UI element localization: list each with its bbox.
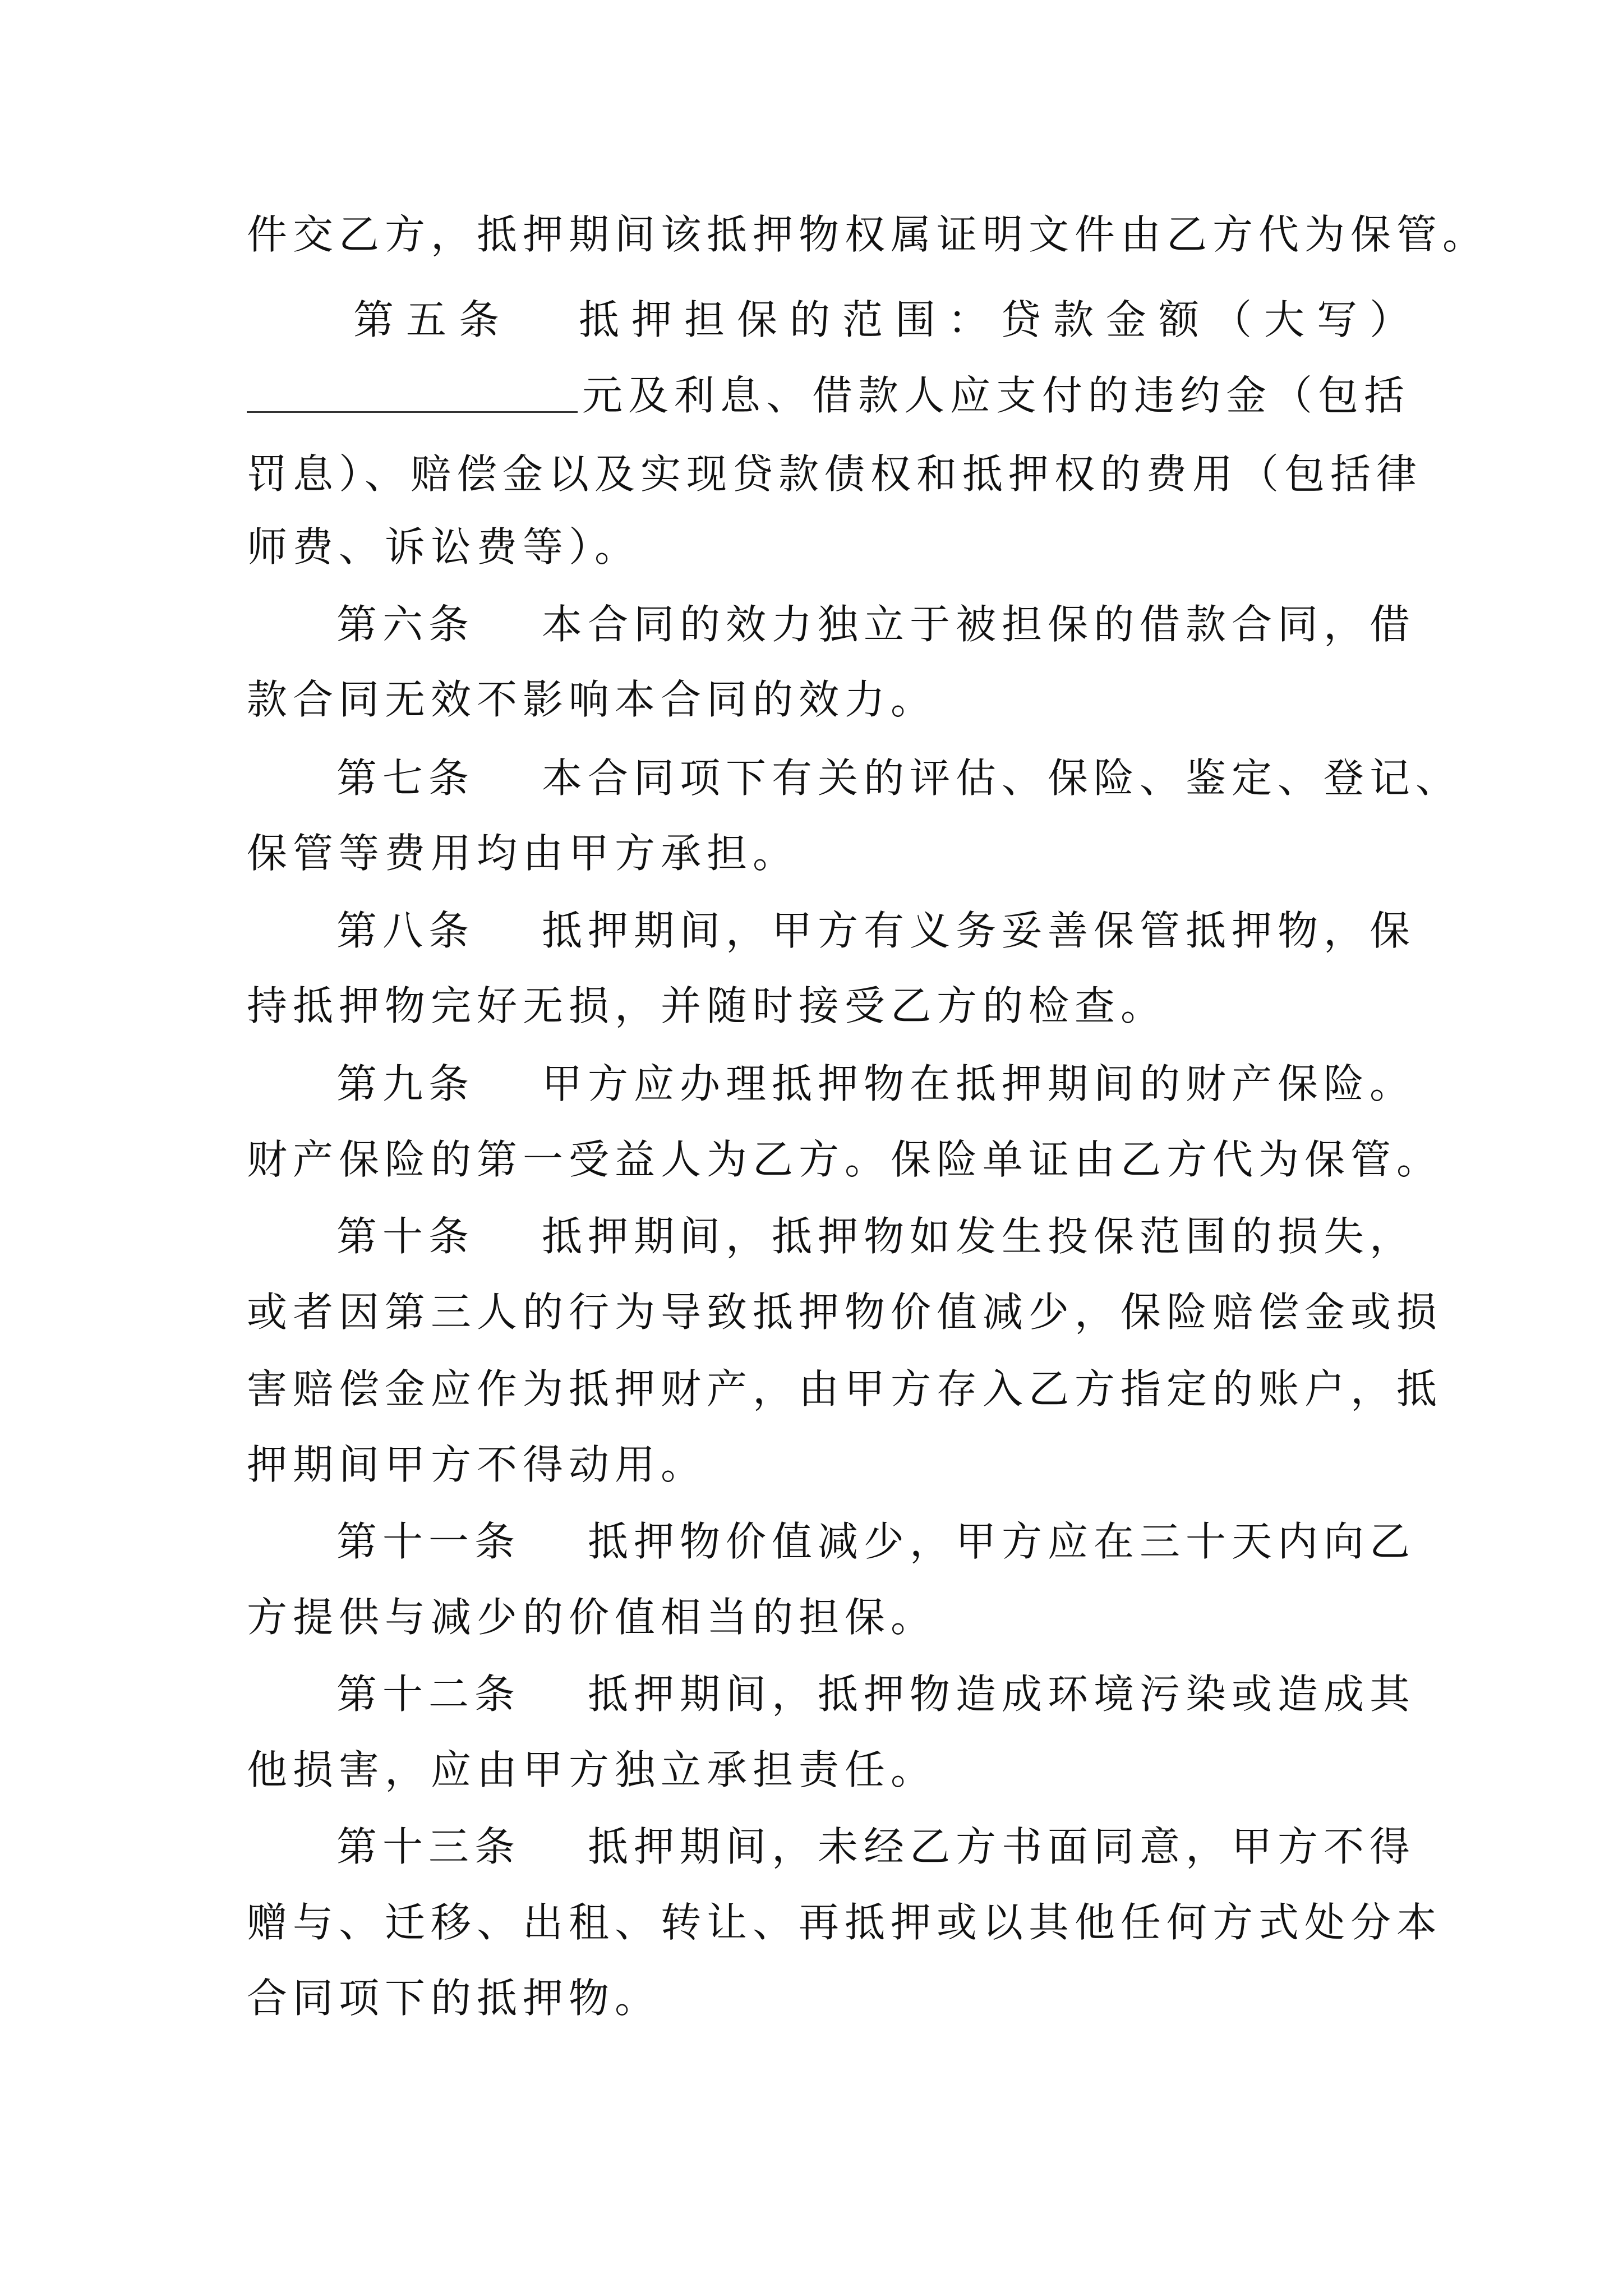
- text-line: [247, 446, 1422, 502]
- text: 保管等费用均由甲方承担。: [247, 830, 799, 877]
- text-line: [247, 1589, 937, 1645]
- text: 赠与、迁移、出租、转让、再抵押或以其他任何方式处分本: [247, 1899, 1443, 1946]
- text: 抵押期间，抵押物造成环境污染或造成其: [588, 1671, 1416, 1718]
- text: 抵押担保的范围：贷款金额（大写）: [579, 296, 1423, 343]
- text-line: [247, 206, 1488, 263]
- text: 抵押物价值减少，甲方应在三十天内向乙: [588, 1518, 1416, 1565]
- text-line: [247, 367, 1410, 424]
- text: 抵押期间，未经乙方书面同意，甲方不得: [588, 1823, 1416, 1870]
- article-number: 第十三条: [336, 1823, 521, 1870]
- article-7-heading: [336, 750, 1461, 806]
- text: 本合同项下有关的评估、保险、鉴定、登记、: [542, 754, 1462, 802]
- text-line: [247, 978, 1166, 1034]
- text-line: [247, 671, 937, 728]
- article-9-heading: [336, 1056, 1415, 1112]
- text: 甲方应办理抵押物在抵押期间的财产保险。: [542, 1060, 1416, 1107]
- text: 持抵押物完好无损，并随时接受乙方的检查。: [247, 982, 1167, 1029]
- text: 财产保险的第一受益人为乙方。保险单证由乙方代为保管。: [247, 1136, 1443, 1183]
- text: 抵押期间，甲方有义务妥善保管抵押物，保: [542, 907, 1416, 954]
- text: 件交乙方，抵押期间该抵押物权属证明文件由乙方代为保管。: [247, 211, 1489, 258]
- text: 本合同的效力独立于被担保的借款合同，借: [542, 601, 1416, 648]
- article-13-heading: [336, 1819, 1415, 1875]
- article-6-heading: [336, 596, 1415, 652]
- article-12-heading: [336, 1666, 1415, 1722]
- article-number: 第九条: [336, 1060, 475, 1107]
- text: 害赔偿金应作为抵押财产，由甲方存入乙方指定的账户，抵: [247, 1365, 1443, 1412]
- text: 或者因第三人的行为导致抵押物价值减少，保险赔偿金或损: [247, 1289, 1443, 1336]
- text-line: [247, 1742, 937, 1798]
- article-10-heading: [336, 1208, 1415, 1264]
- article-11-heading: [336, 1513, 1415, 1570]
- text: 元及利息、借款人应支付的违约金（包括: [582, 372, 1410, 419]
- article-number: 第六条: [336, 601, 475, 648]
- text: 方提供与减少的价值相当的担保。: [247, 1594, 937, 1641]
- text: 抵押期间，抵押物如发生投保范围的损失，: [542, 1213, 1416, 1260]
- text-line: [247, 1131, 1442, 1188]
- text-line: [247, 519, 640, 575]
- text-line: [247, 1970, 661, 2026]
- text: 款合同无效不影响本合同的效力。: [247, 676, 937, 723]
- text: 罚息）、赔偿金以及实现贷款债权和抵押权的费用（包括律: [247, 450, 1423, 498]
- amount-blank: [247, 371, 578, 413]
- text: 他损害，应由甲方独立承担责任。: [247, 1746, 937, 1793]
- article-5-heading: [353, 292, 1422, 348]
- text-line: [247, 1361, 1442, 1417]
- text: 师费、诉讼费等）。: [247, 523, 641, 570]
- article-number: 第十二条: [336, 1671, 521, 1718]
- text: 押期间甲方不得动用。: [247, 1441, 707, 1488]
- text-line: [247, 1437, 707, 1493]
- text-line: [247, 825, 799, 881]
- text: 合同项下的抵押物。: [247, 1975, 661, 2022]
- text-line: [247, 1894, 1442, 1950]
- article-number: 第八条: [336, 907, 475, 954]
- text-line: [247, 1284, 1442, 1340]
- article-number: 第五条: [353, 296, 512, 343]
- article-number: 第十一条: [336, 1518, 521, 1565]
- article-number: 第七条: [336, 754, 475, 802]
- article-number: 第十条: [336, 1213, 475, 1260]
- article-8-heading: [336, 903, 1415, 959]
